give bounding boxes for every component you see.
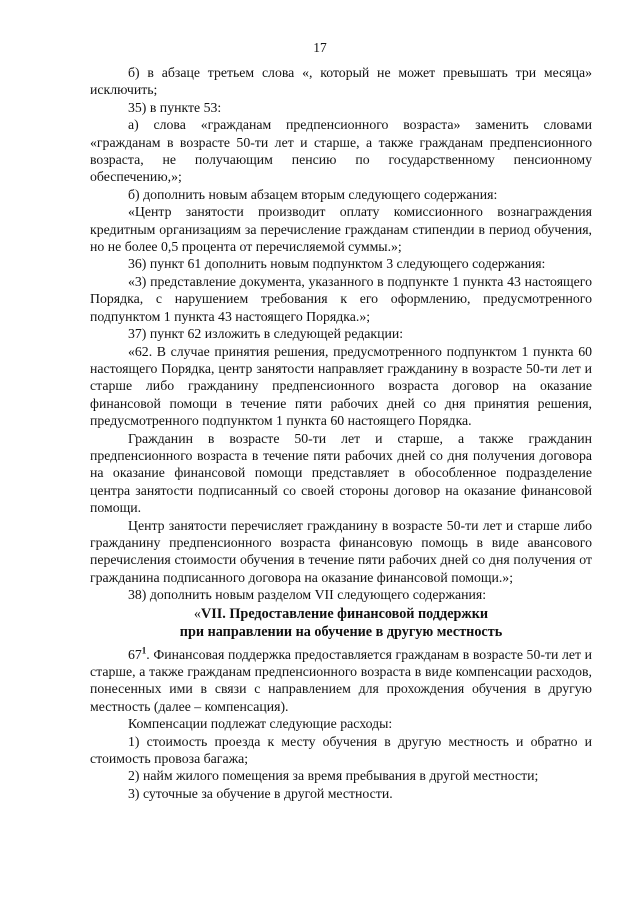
paragraph-item-35-b: б) дополнить новым абзацем вторым следующего содержания: bbox=[128, 186, 498, 202]
paragraph-item-38: 38) дополнить новым разделом VII следующего содержания: bbox=[128, 587, 487, 603]
paragraph-citizen-50: Гражданин в возрасте 50-ти лет и старше, а также гражданин предпенсионного возраста в течение пяти рабочих дней со дня получения договора на оказание финансовой помощи представляет в обособленное подразделение центра занятости подписанный со своей стороны договор на оказание финансовой помощи. bbox=[90, 430, 592, 516]
paragraph-clause-67-1 bbox=[90, 646, 592, 716]
heading-line1-text: VII. Предоставление финансовой поддержки bbox=[201, 605, 489, 622]
clause-text: . Финансовая поддержка предоставляется гражданам в возрасте 50-ти лет и старше, а также гражданам предпенсионного возраста в виде компенсации расходов, понесенных ими в связи с направлением для прохождения обучения в другую местность (далее – компенсация). bbox=[90, 646, 592, 714]
paragraph-compensation-list-intro: Компенсации подлежат следующие расходы: bbox=[128, 716, 393, 732]
clause-superscript: 1 bbox=[141, 645, 147, 655]
paragraph-center-transfers: Центр занятости перечисляет гражданину в возрасте 50-ти лет и старше либо гражданину предпенсионного возраста финансовую помощь в виде авансового перечисления стоимости обучения в течение пяти рабочих дней со дня получения от гражданина подписанного договора на оказание финансовой помощи.»; bbox=[90, 517, 592, 585]
paragraph-b-abzac-tretiy: б) в абзаце третьем слова «, который не может превышать три месяца» исключить; bbox=[90, 65, 592, 98]
page-number: 17 bbox=[313, 40, 327, 55]
paragraph-item-37: 37) пункт 62 изложить в следующей редакции: bbox=[128, 326, 404, 342]
paragraph-quote-62: «62. В случае принятия решения, предусмотренного подпунктом 1 пункта 60 настоящего Порядка, центр занятости направляет гражданину в возрасте 50-ти лет и старше либо гражданину предпенсионного возраста договор на оказание финансовой помощи в течение пяти рабочих дней со дня принятия решения, предусмотренного подпунктом 1 пункта 60 настоящего Порядка. bbox=[90, 343, 592, 429]
heading-quote-mark: « bbox=[193, 605, 202, 622]
paragraph-compensation-3: 3) суточные за обучение в другой местности. bbox=[128, 785, 393, 801]
section-heading-line2: при направлении на обучение в другую местность bbox=[179, 624, 503, 641]
paragraph-item-35-a: а) слова «гражданам предпенсионного возраста» заменить словами «гражданам в возрасте 50-ти лет и старше, а также гражданам предпенсионного возраста, не получающим пенсию по государственному пенсионному обеспечению,»; bbox=[90, 117, 592, 185]
paragraph-quote-commission: «Центр занятости производит оплату комиссионного вознаграждения кредитным организациям за перечисление гражданам стипендии в период обучения, но не более 0,5 процента от перечисляемой суммы.»; bbox=[90, 204, 592, 255]
clause-number: 67 bbox=[128, 646, 142, 662]
paragraph-compensation-2: 2) найм жилого помещения за время пребывания в другой местности; bbox=[128, 768, 539, 784]
paragraph-item-35: 35) в пункте 53: bbox=[128, 99, 222, 115]
paragraph-item-36: 36) пункт 61 дополнить новым подпунктом 3 следующего содержания: bbox=[128, 256, 546, 272]
paragraph-compensation-1: 1) стоимость проезда к месту обучения в другую местность и обратно и стоимость провоза багажа; bbox=[90, 733, 592, 767]
section-heading-line1 bbox=[90, 605, 592, 624]
document-body bbox=[90, 64, 592, 802]
section-heading bbox=[90, 605, 592, 642]
paragraph-quote-3: «3) представление документа, указанного в подпункте 1 пункта 43 настоящего Порядка, с нарушением требования к его оформлению, предусмотренного подпунктом 1 пункта 43 настоящего Порядка.»; bbox=[90, 273, 592, 324]
